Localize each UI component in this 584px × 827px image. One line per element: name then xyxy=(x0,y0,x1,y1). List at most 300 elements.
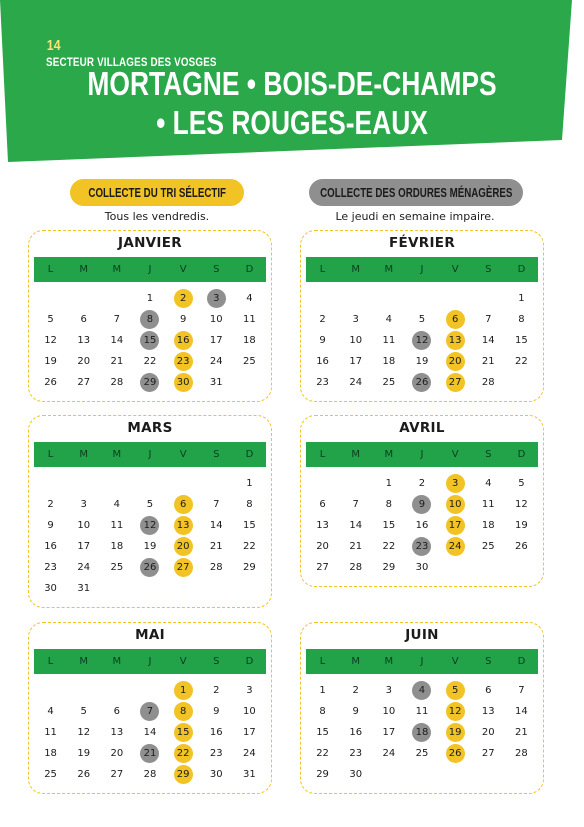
day-tri-collection: 26 xyxy=(446,744,465,763)
day-tri-collection: 1 xyxy=(174,681,193,700)
week-row xyxy=(306,764,538,785)
day-cell xyxy=(339,722,372,743)
day-cell xyxy=(100,680,133,701)
day-cell xyxy=(339,351,372,372)
week-row xyxy=(34,701,266,722)
day-om-collection: 7 xyxy=(140,702,159,721)
weekday-label: S xyxy=(485,656,492,667)
day-number: 20 xyxy=(110,748,124,759)
day-cell xyxy=(339,330,372,351)
day-number: 30 xyxy=(349,769,363,780)
day-cell xyxy=(372,722,405,743)
day-tri-collection: 30 xyxy=(174,373,193,392)
day-number: 24 xyxy=(209,356,223,367)
weekday-header xyxy=(306,257,538,282)
day-cell xyxy=(306,515,339,536)
day-number: 7 xyxy=(518,685,525,696)
day-number: 31 xyxy=(209,377,223,388)
day-cell xyxy=(67,536,100,557)
day-number: 17 xyxy=(243,727,256,738)
week-row xyxy=(34,536,266,557)
day-number: 29 xyxy=(382,562,396,573)
day-cell xyxy=(339,372,372,393)
day-cell xyxy=(472,309,505,330)
day-cell xyxy=(100,372,133,393)
day-grid xyxy=(34,680,266,785)
day-cell xyxy=(167,330,200,351)
day-cell xyxy=(133,515,166,536)
day-cell xyxy=(100,515,133,536)
day-number: 5 xyxy=(518,478,525,489)
day-cell xyxy=(339,494,372,515)
day-number: 20 xyxy=(481,727,495,738)
week-row xyxy=(306,372,538,393)
day-cell xyxy=(34,764,67,785)
day-number: 2 xyxy=(319,314,326,325)
day-number: 8 xyxy=(518,314,525,325)
weekday-label: J xyxy=(148,656,152,667)
day-cell xyxy=(405,330,438,351)
month-card-fevrier xyxy=(300,230,544,402)
weekday-label: M xyxy=(79,264,89,275)
day-grid xyxy=(34,473,266,599)
day-number: 24 xyxy=(382,748,396,759)
day-number: 7 xyxy=(485,314,492,325)
day-cell xyxy=(505,494,538,515)
weekday-label: M xyxy=(384,264,394,275)
week-row xyxy=(34,372,266,393)
day-number: 7 xyxy=(352,499,359,510)
day-number: 4 xyxy=(47,706,54,717)
weekday-label: M xyxy=(112,264,122,275)
day-cell xyxy=(306,494,339,515)
week-row xyxy=(34,309,266,330)
day-cell xyxy=(505,288,538,309)
day-cell xyxy=(34,351,67,372)
day-number: 8 xyxy=(385,499,393,510)
day-cell xyxy=(472,557,505,578)
day-cell xyxy=(67,578,100,599)
day-cell xyxy=(405,557,438,578)
day-cell xyxy=(472,722,505,743)
day-cell xyxy=(233,743,266,764)
day-number: 30 xyxy=(44,583,57,594)
weekday-label: M xyxy=(384,449,394,460)
day-cell xyxy=(200,494,233,515)
day-number: 23 xyxy=(316,377,329,388)
legend-om-description: Le jeudi en semaine impaire. xyxy=(335,210,495,223)
day-cell xyxy=(133,578,166,599)
day-number: 25 xyxy=(382,377,396,388)
day-cell xyxy=(34,701,67,722)
day-cell xyxy=(306,351,339,372)
weekday-label: L xyxy=(319,264,326,275)
week-row xyxy=(306,743,538,764)
day-cell xyxy=(200,288,233,309)
day-cell xyxy=(34,557,67,578)
day-cell xyxy=(505,764,538,785)
day-number: 11 xyxy=(415,706,429,717)
day-number: 30 xyxy=(415,562,429,573)
day-cell xyxy=(472,701,505,722)
day-number: 15 xyxy=(515,335,528,346)
day-number: 14 xyxy=(515,706,528,717)
weekday-label: M xyxy=(351,656,361,667)
day-cell xyxy=(472,372,505,393)
week-row xyxy=(306,536,538,557)
day-number: 28 xyxy=(143,769,157,780)
day-cell xyxy=(233,536,266,557)
day-number: 28 xyxy=(349,562,363,573)
day-number: 30 xyxy=(209,769,223,780)
weekday-label: J xyxy=(420,264,424,275)
day-tri-collection: 15 xyxy=(174,723,193,742)
day-cell xyxy=(67,473,100,494)
day-cell xyxy=(405,722,438,743)
day-cell xyxy=(472,473,505,494)
day-cell xyxy=(133,372,166,393)
day-number: 29 xyxy=(243,562,256,573)
day-cell xyxy=(167,288,200,309)
day-cell xyxy=(439,701,472,722)
day-om-collection: 29 xyxy=(140,373,159,392)
day-number: 4 xyxy=(246,293,253,304)
week-row xyxy=(34,578,266,599)
weekday-label: D xyxy=(245,449,254,460)
day-number: 6 xyxy=(80,314,87,325)
day-cell xyxy=(372,701,405,722)
month-title: FÉVRIER xyxy=(388,235,456,251)
day-cell xyxy=(306,330,339,351)
day-om-collection: 18 xyxy=(412,723,431,742)
weekday-label: D xyxy=(517,449,526,460)
day-cell xyxy=(34,536,67,557)
day-tri-collection: 16 xyxy=(174,331,193,350)
month-title: JANVIER xyxy=(118,235,182,251)
day-number: 7 xyxy=(213,499,220,510)
day-tri-collection: 23 xyxy=(174,352,193,371)
day-cell xyxy=(472,515,505,536)
day-number: 24 xyxy=(243,748,256,759)
day-number: 6 xyxy=(485,685,492,696)
day-cell xyxy=(372,372,405,393)
day-cell xyxy=(34,743,67,764)
day-cell xyxy=(306,288,339,309)
day-cell xyxy=(505,351,538,372)
day-cell xyxy=(34,330,67,351)
legend-om-label: COLLECTE DES ORDURES MÉNAGÈRES xyxy=(319,185,513,200)
day-cell xyxy=(200,722,233,743)
day-cell xyxy=(34,578,67,599)
day-cell xyxy=(200,557,233,578)
day-cell xyxy=(100,701,133,722)
day-cell xyxy=(100,764,133,785)
day-number: 4 xyxy=(113,499,121,510)
day-number: 16 xyxy=(316,356,329,367)
day-number: 14 xyxy=(143,727,157,738)
day-tri-collection: 3 xyxy=(446,474,465,493)
day-number: 23 xyxy=(44,562,57,573)
day-cell xyxy=(306,680,339,701)
day-cell xyxy=(200,680,233,701)
day-cell xyxy=(67,330,100,351)
day-cell xyxy=(405,351,438,372)
day-cell xyxy=(100,473,133,494)
day-number: 26 xyxy=(77,769,91,780)
day-cell xyxy=(339,557,372,578)
day-number: 16 xyxy=(44,541,57,552)
day-tri-collection: 10 xyxy=(446,495,465,514)
day-cell xyxy=(306,309,339,330)
day-cell xyxy=(372,288,405,309)
weekday-label: M xyxy=(112,449,122,460)
day-cell xyxy=(133,701,166,722)
day-cell xyxy=(133,743,166,764)
day-cell xyxy=(339,515,372,536)
day-om-collection: 12 xyxy=(140,516,159,535)
week-row xyxy=(306,722,538,743)
day-tri-collection: 13 xyxy=(446,331,465,350)
day-cell xyxy=(505,372,538,393)
day-number: 23 xyxy=(209,748,223,759)
day-cell xyxy=(233,722,266,743)
day-number: 7 xyxy=(113,314,121,325)
day-cell xyxy=(100,494,133,515)
day-cell xyxy=(306,473,339,494)
day-tri-collection: 8 xyxy=(174,702,193,721)
day-cell xyxy=(505,701,538,722)
day-number: 3 xyxy=(246,685,253,696)
day-cell xyxy=(200,351,233,372)
day-cell xyxy=(472,494,505,515)
week-row xyxy=(34,680,266,701)
day-number: 17 xyxy=(382,727,396,738)
day-cell xyxy=(100,288,133,309)
day-cell xyxy=(505,743,538,764)
day-cell xyxy=(233,473,266,494)
day-cell xyxy=(339,288,372,309)
day-cell xyxy=(306,701,339,722)
day-cell xyxy=(306,722,339,743)
day-cell xyxy=(505,473,538,494)
day-number: 21 xyxy=(515,727,528,738)
day-cell xyxy=(439,680,472,701)
day-tri-collection: 19 xyxy=(446,723,465,742)
legend-om-badge xyxy=(309,179,523,206)
day-cell xyxy=(133,722,166,743)
day-grid xyxy=(306,473,538,578)
day-tri-collection: 13 xyxy=(174,516,193,535)
day-cell xyxy=(306,372,339,393)
day-number: 22 xyxy=(316,748,329,759)
day-cell xyxy=(372,557,405,578)
day-cell xyxy=(306,536,339,557)
day-number: 13 xyxy=(77,335,91,346)
day-om-collection: 3 xyxy=(207,289,226,308)
day-cell xyxy=(200,372,233,393)
day-number: 5 xyxy=(418,314,426,325)
day-cell xyxy=(34,680,67,701)
weekday-label: D xyxy=(245,656,254,667)
day-cell xyxy=(439,351,472,372)
day-number: 28 xyxy=(110,377,124,388)
day-number: 24 xyxy=(77,562,91,573)
day-number: 5 xyxy=(47,314,54,325)
day-cell xyxy=(167,473,200,494)
day-number: 9 xyxy=(213,706,220,717)
day-cell xyxy=(372,309,405,330)
day-cell xyxy=(167,680,200,701)
day-cell xyxy=(405,372,438,393)
day-number: 26 xyxy=(44,377,57,388)
day-cell xyxy=(505,330,538,351)
day-cell xyxy=(405,680,438,701)
weekday-label: M xyxy=(112,656,122,667)
day-cell xyxy=(67,288,100,309)
day-cell xyxy=(306,557,339,578)
week-row xyxy=(34,288,266,309)
day-om-collection: 21 xyxy=(140,744,159,763)
day-cell xyxy=(439,288,472,309)
day-number: 20 xyxy=(77,356,91,367)
header-banner xyxy=(0,0,584,200)
day-cell xyxy=(372,494,405,515)
week-row xyxy=(34,494,266,515)
day-cell xyxy=(200,743,233,764)
day-cell xyxy=(439,309,472,330)
week-row xyxy=(34,557,266,578)
day-cell xyxy=(100,722,133,743)
day-cell xyxy=(339,536,372,557)
day-cell xyxy=(133,536,166,557)
day-number: 26 xyxy=(515,541,528,552)
day-cell xyxy=(133,473,166,494)
day-number: 6 xyxy=(319,499,326,510)
day-number: 15 xyxy=(316,727,329,738)
month-title: MARS xyxy=(127,420,173,436)
day-cell xyxy=(405,743,438,764)
day-number: 11 xyxy=(110,520,124,531)
day-number: 13 xyxy=(316,520,329,531)
day-number: 28 xyxy=(209,562,223,573)
day-cell xyxy=(233,309,266,330)
day-om-collection: 26 xyxy=(412,373,431,392)
week-row xyxy=(306,473,538,494)
weekday-label: J xyxy=(148,264,152,275)
day-number: 11 xyxy=(481,499,495,510)
day-cell xyxy=(505,722,538,743)
day-number: 3 xyxy=(352,314,359,325)
day-cell xyxy=(439,515,472,536)
day-cell xyxy=(405,536,438,557)
day-number: 22 xyxy=(243,541,256,552)
day-tri-collection: 6 xyxy=(446,310,465,329)
day-number: 11 xyxy=(382,335,396,346)
day-number: 18 xyxy=(382,356,396,367)
day-number: 9 xyxy=(47,520,54,531)
day-number: 12 xyxy=(515,499,528,510)
weekday-label: M xyxy=(79,656,89,667)
day-cell xyxy=(200,536,233,557)
day-number: 11 xyxy=(44,727,57,738)
day-cell xyxy=(200,515,233,536)
day-number: 15 xyxy=(243,520,256,531)
day-cell xyxy=(167,515,200,536)
weekday-header xyxy=(306,442,538,467)
week-row xyxy=(34,473,266,494)
day-cell xyxy=(100,309,133,330)
weekday-label: S xyxy=(213,656,220,667)
week-row xyxy=(306,330,538,351)
week-row xyxy=(306,557,538,578)
weekday-label: J xyxy=(420,449,424,460)
weekday-header xyxy=(306,649,538,674)
weekday-label: S xyxy=(485,449,492,460)
day-number: 1 xyxy=(246,478,253,489)
day-cell xyxy=(405,309,438,330)
day-cell xyxy=(133,351,166,372)
day-number: 25 xyxy=(110,562,124,573)
day-cell xyxy=(34,288,67,309)
day-number: 16 xyxy=(349,727,363,738)
day-number: 16 xyxy=(415,520,429,531)
day-cell xyxy=(405,515,438,536)
week-row xyxy=(306,701,538,722)
day-cell xyxy=(133,330,166,351)
day-cell xyxy=(133,288,166,309)
weekday-label: M xyxy=(351,449,361,460)
day-number: 27 xyxy=(481,748,495,759)
day-number: 10 xyxy=(382,706,396,717)
day-number: 9 xyxy=(179,314,187,325)
day-cell xyxy=(167,372,200,393)
day-number: 10 xyxy=(243,706,256,717)
day-tri-collection: 24 xyxy=(446,537,465,556)
page-title-line-1: MORTAGNE • BOIS-DE-CHAMPS xyxy=(87,65,497,102)
day-number: 16 xyxy=(209,727,223,738)
week-row xyxy=(34,515,266,536)
day-cell xyxy=(306,743,339,764)
day-om-collection: 15 xyxy=(140,331,159,350)
day-cell xyxy=(100,557,133,578)
day-cell xyxy=(67,701,100,722)
day-cell xyxy=(405,473,438,494)
day-cell xyxy=(472,536,505,557)
legend-tri-description: Tous les vendredis. xyxy=(104,210,210,223)
day-cell xyxy=(200,309,233,330)
day-cell xyxy=(472,680,505,701)
day-cell xyxy=(167,309,200,330)
week-row xyxy=(306,288,538,309)
day-cell xyxy=(200,578,233,599)
day-cell xyxy=(233,494,266,515)
day-number: 25 xyxy=(415,748,429,759)
day-number: 9 xyxy=(352,706,359,717)
day-number: 8 xyxy=(246,499,253,510)
day-grid xyxy=(34,288,266,393)
day-cell xyxy=(133,494,166,515)
day-cell xyxy=(200,701,233,722)
day-cell xyxy=(34,309,67,330)
weekday-header xyxy=(34,442,266,467)
weekday-label: V xyxy=(179,264,187,275)
day-number: 5 xyxy=(80,706,87,717)
day-cell xyxy=(133,557,166,578)
day-cell xyxy=(372,473,405,494)
month-title: AVRIL xyxy=(399,420,445,436)
day-number: 21 xyxy=(110,356,124,367)
day-cell xyxy=(439,330,472,351)
